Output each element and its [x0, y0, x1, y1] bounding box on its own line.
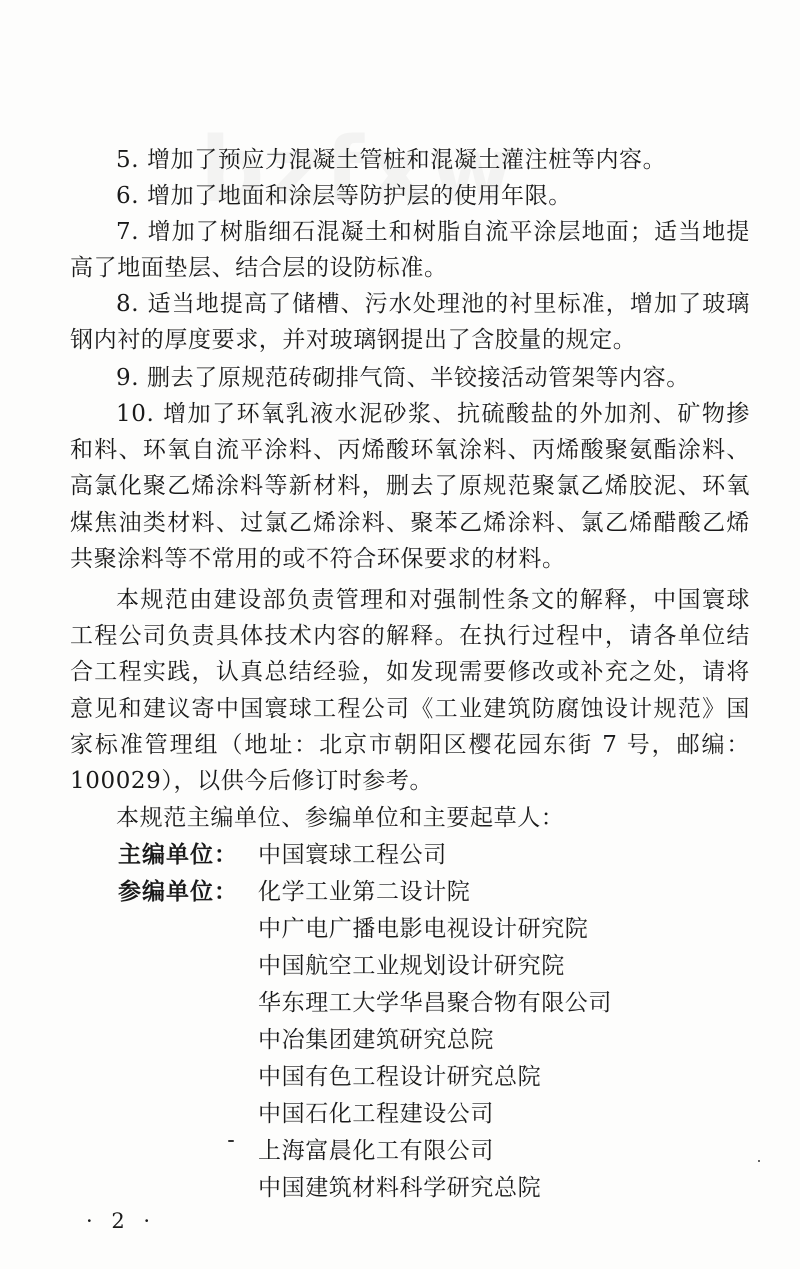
paragraph-item-10: 10. 增加了环氧乳液水泥砂浆、抗硫酸盐的外加剂、矿物掺和料、环氧自流平涂料、丙烯酸环氧涂料、丙烯酸聚氨酯涂料、高氯化聚乙烯涂料等新材料，删去了原规范聚氯乙烯胶泥、环氧煤焦油类材料、过氯乙烯涂料、聚苯乙烯涂料、氯乙烯醋酸乙烯共聚涂料等不常用的或不符合环保要求的材料。: [70, 401, 750, 572]
participating-unit-1: 化学工业第二设计院: [258, 879, 471, 905]
paragraph-editors-intro: 本规范主编单位、参编单位和主要起草人：: [116, 805, 565, 831]
participating-unit-8: 上海富晨化工有限公司: [258, 1138, 494, 1164]
paragraph-management: 本规范由建设部负责管理和对强制性条文的解释，中国寰球工程公司负责具体技术内容的解释。在执行过程中，请各单位结合工程实践，认真总结经验，如发现需要修改或补充之处，请将意见和建议寄中国寰球工程公司《工业建筑防腐蚀设计规范》国家标准管理组（地址：北京市朝阳区樱花园东街 7 号，邮编：100029），以供今后修订时参考。: [70, 587, 750, 795]
paragraph-item-9: 9. 删去了原规范砖砌排气筒、半铰接活动管架等内容。: [116, 365, 690, 391]
participating-units-label: 参编单位：: [118, 878, 238, 905]
paragraph-item-7: 7. 增加了树脂细石混凝土和树脂自流平涂层地面；适当地提高了地面垫层、结合层的设防标准。: [70, 219, 750, 282]
participating-unit-6: 中国有色工程设计研究总院: [258, 1064, 542, 1090]
paragraph-item-5: 5. 增加了预应力混凝土管桩和混凝土灌注桩等内容。: [116, 147, 667, 173]
page-number: · 2 ·: [86, 1209, 157, 1233]
paragraph-item-8: 8. 适当地提高了储槽、污水处理池的衬里标准，增加了玻璃钢内衬的厚度要求，并对玻璃钢提出了含胶量的规定。: [70, 291, 750, 354]
participating-unit-9: 中国建筑材料科学研究总院: [258, 1175, 542, 1201]
participating-unit-5: 中冶集团建筑研究总院: [258, 1027, 494, 1053]
participating-unit-4: 华东理工大学华昌聚合物有限公司: [258, 990, 612, 1016]
chief-editor-unit: 中国寰球工程公司: [258, 842, 447, 868]
paragraph-item-6: 6. 增加了地面和涂层等防护层的使用年限。: [116, 183, 572, 209]
chief-editor-label: 主编单位：: [118, 841, 238, 868]
participating-unit-7: 中国石化工程建设公司: [258, 1101, 494, 1127]
scan-speck: [228, 1140, 234, 1142]
scan-speck: [758, 1160, 760, 1162]
participating-unit-2: 中广电广播电影电视设计研究院: [258, 916, 589, 942]
participating-unit-3: 中国航空工业规划设计研究院: [258, 953, 565, 979]
